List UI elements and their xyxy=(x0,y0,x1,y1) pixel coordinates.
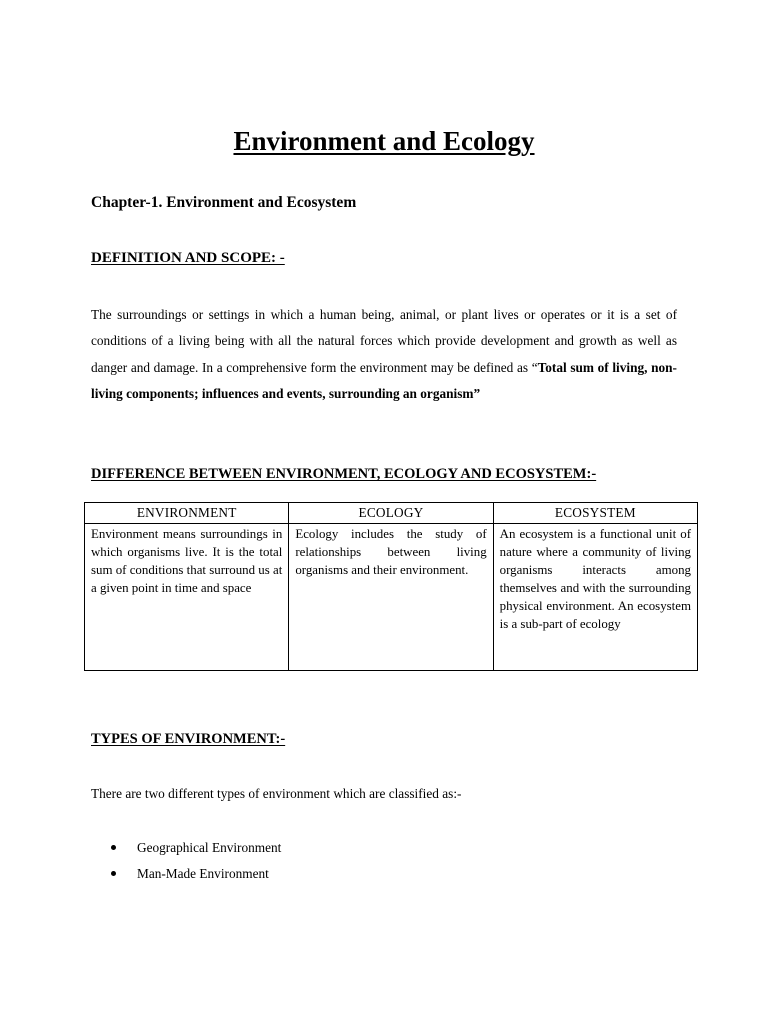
bullet-icon xyxy=(111,871,116,876)
types-heading: TYPES OF ENVIRONMENT:- xyxy=(91,731,286,747)
table-header-row xyxy=(85,503,698,524)
definition-heading: DEFINITION AND SCOPE: - xyxy=(91,250,285,266)
table-header-ecosystem: ECOSYSTEM xyxy=(493,503,697,524)
definition-bold-text: Total sum of living, non-living components; influences and events, surrounding an organism” xyxy=(91,359,677,402)
table-cell-ecology: Ecology includes the study of relationships between living organisms and their environment. xyxy=(289,524,493,671)
document-title xyxy=(0,122,768,160)
difference-heading: DIFFERENCE BETWEEN ENVIRONMENT, ECOLOGY AND ECOSYSTEM:- xyxy=(91,466,597,482)
types-list xyxy=(91,838,281,890)
table-header-environment: ENVIRONMENT xyxy=(85,503,289,524)
types-intro: There are two different types of environment which are classified as:- xyxy=(91,786,462,801)
table-header-ecology: ECOLOGY xyxy=(289,503,493,524)
table-cell-environment: Environment means surroundings in which organisms live. It is the total sum of conditions that surround us at a given point in time and space xyxy=(85,524,289,671)
document-title-text: Environment and Ecology xyxy=(233,126,535,156)
chapter-heading: Chapter-1. Environment and Ecosystem xyxy=(91,194,357,211)
list-item-label: Geographical Environment xyxy=(137,840,282,855)
definition-text: The surroundings or settings in which a human being, animal, or plant lives or operates or it is a set of conditions of a living being with all the natural forces which provide development and growth as well as danger and damage. In a comprehensive form the environment may be defined as “ xyxy=(91,307,677,375)
bullet-icon xyxy=(111,845,116,850)
list-item xyxy=(91,864,281,884)
definition-paragraph xyxy=(91,302,677,408)
comparison-table xyxy=(84,502,698,671)
list-item xyxy=(91,838,281,858)
table-cell-ecosystem: An ecosystem is a functional unit of nature where a community of living organisms interacts among themselves and with the surrounding physical environment. An ecosystem is a sub-part of ecology xyxy=(493,524,697,671)
list-item-label: Man-Made Environment xyxy=(137,866,269,881)
table-row xyxy=(85,524,698,671)
